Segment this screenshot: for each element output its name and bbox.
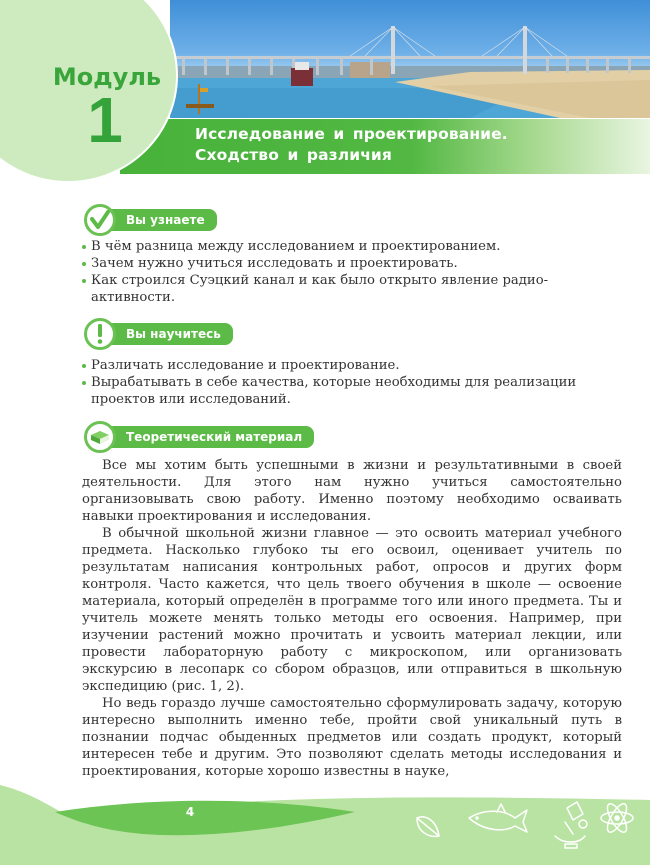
module-number: 1 <box>87 84 123 156</box>
lesson-title-line-2: Сходство и различия <box>195 146 392 164</box>
paragraph: Все мы хотим быть успешными в жизни и результативными в своей деятельности. Для этого нам нужно учиться самостоятельно организовывать свою работу. Именно поэтому необходимо осваивать навыки проектирования и исследования. <box>82 458 622 524</box>
fish-icon <box>469 804 527 832</box>
learn-list <box>82 238 622 306</box>
leaf-icon <box>417 817 439 836</box>
list-item: Как строился Суэцкий канал и как было открыто явление радиоактивности. <box>82 272 622 306</box>
paragraph: Но ведь гораздо лучше самостоятельно сформулировать задачу, которую интересно выполнить именно тебе, пройти свой уникальный путь в познании подчас обыденных предметов или создать продукт, который интересен тебе и другим. Это позволяют сделать методы исследования и проектирования, которые хорошо известны в науке, <box>82 696 622 779</box>
checkmark-icon <box>84 204 116 236</box>
theory-text <box>82 457 622 780</box>
exclamation-icon <box>84 318 116 350</box>
atom-icon <box>601 801 633 835</box>
section-tag-theory-label: Теоретический материал <box>98 426 314 448</box>
list-item: Зачем нужно учиться исследовать и проектировать. <box>82 255 622 272</box>
section-tag-skills-label: Вы научитесь <box>98 323 233 345</box>
skills-list <box>82 357 622 408</box>
section-tag-learn-label: Вы узнаете <box>98 209 217 231</box>
list-item: В чём разница между исследованием и проектированием. <box>82 238 622 255</box>
footer-icons <box>405 800 645 860</box>
paragraph: В обычной школьной жизни главное — это освоить материал учебного предмета. Насколько глубоко ты его освоил, оценивает учитель по результатам написания контрольных работ, опросов и других форм контроля. Часто кажется, что цель твоего обучения в школе — освоение материала, который определён в программе того или иного предмета. Ты и учитель можете менять только методы его освоения. Например, при изучении растений можно прочитать и усвоить материал лекции, или провести лабораторную работу с микроскопом, или организовать экскурсию в лесопарк со сбором образцов, или отправиться в школьную экспедицию (рис. 1, 2). <box>82 526 622 694</box>
list-item: Вырабатывать в себе качества, которые необходимы для реализации проектов или исследований. <box>82 374 622 408</box>
microscope-icon <box>555 802 587 848</box>
book-icon <box>84 421 116 453</box>
lesson-title-line-1: Исследование и проектирование. <box>195 125 508 143</box>
header-photo <box>170 0 650 118</box>
list-item: Различать исследование и проектирование. <box>82 357 622 374</box>
module-label: Модуль <box>52 63 162 91</box>
lesson-title <box>195 124 635 166</box>
suez-canal-bridge-illustration <box>170 0 650 118</box>
page-number: 4 <box>185 805 195 819</box>
